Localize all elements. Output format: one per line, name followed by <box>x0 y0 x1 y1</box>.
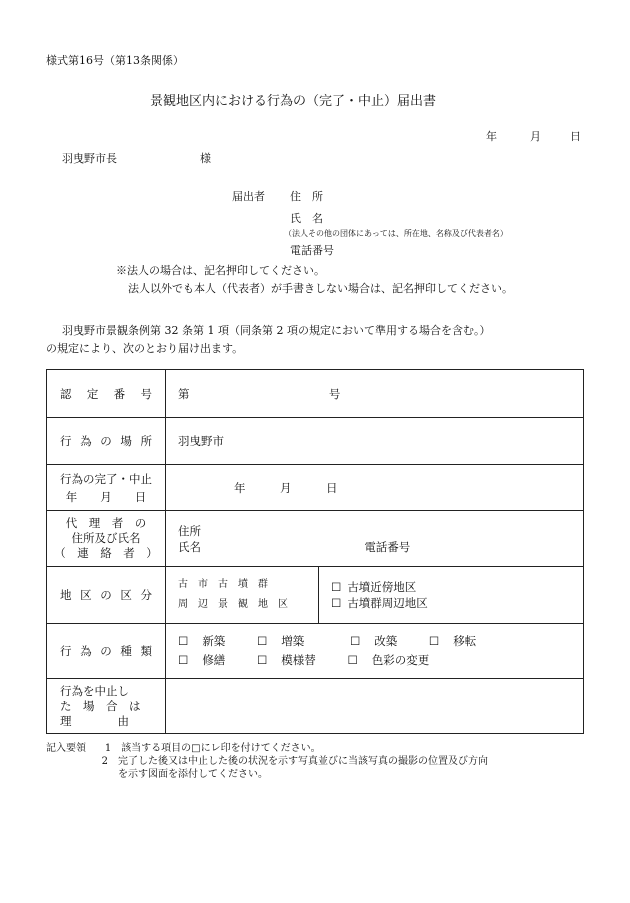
place-label: 行 為 の 場 所 <box>60 434 152 448</box>
reason-label-line1: 行為を中止し <box>60 683 129 698</box>
row-reason <box>47 679 584 734</box>
reason-field[interactable] <box>166 679 584 734</box>
applicant-corp-note: （法人その他の団体にあっては、所在地、名称及び代表者名） <box>284 229 508 238</box>
kind-label: 行 為 の 種 類 <box>60 644 152 658</box>
agent-phone-label: 電話番号 <box>364 539 411 554</box>
cert-number-suffix: 号 <box>328 386 341 401</box>
seal-note-1: ※法人の場合は、記名押印してください。 <box>116 264 325 277</box>
body-text-line-1: 羽曳野市景観条例第 32 条第 1 項（同条第 2 項の規定において準用する場合を含む。） <box>62 324 491 337</box>
agent-label-line2: 住所及び氏名 <box>71 531 141 545</box>
addressee-name: 羽曳野市長 <box>62 152 117 165</box>
row-district <box>47 567 584 624</box>
entry-notes: 記入要領 1 該当する項目の□にレ印を付けてください。 2 完了した後又は中止した後の状況を示す写真並びに当該写真の撮影の位置及び方向 を示す図面を添付してください。 <box>46 743 488 780</box>
page-title: 景観地区内における行為の（完了・中止）届出書 <box>150 94 437 109</box>
reason-label-line2: た 場 合 は <box>60 698 141 713</box>
district-option-shuhen[interactable]: ☐ 古墳群周辺地区 <box>331 596 428 610</box>
district-label: 地 区 の 区 分 <box>60 588 152 602</box>
applicant-address-label: 住 所 <box>290 190 323 203</box>
completion-label-line1: 行為の完了・中止 <box>60 471 152 486</box>
checkbox-icon[interactable]: ☐ <box>331 580 342 594</box>
applicant-name-label: 氏 名 <box>290 212 323 225</box>
kind-field <box>166 624 584 679</box>
district-option-kinjo[interactable]: ☐ 古墳近傍地区 <box>331 580 417 594</box>
reason-label-line3: 理 由 <box>60 713 129 728</box>
checkbox-icon[interactable]: ☐ <box>349 634 361 648</box>
checkbox-icon[interactable]: ☐ <box>178 653 189 667</box>
completion-date-field[interactable]: 年 月 日 <box>166 465 584 511</box>
form-number: 様式第16号（第13条関係） <box>46 54 184 67</box>
body-text-line-2: の規定により、次のとおり届け出ます。 <box>46 342 244 355</box>
place-field[interactable]: 羽曳野市 <box>166 418 584 465</box>
completion-label-line2: 年 月 日 <box>65 489 147 504</box>
applicant-phone-label: 電話番号 <box>290 244 334 257</box>
row-cert-number <box>47 370 584 418</box>
date-year: 年 <box>486 130 497 143</box>
application-table <box>46 369 584 734</box>
cert-number-prefix: 第 <box>178 386 190 401</box>
date-month: 月 <box>530 130 541 143</box>
date-day: 日 <box>570 130 581 143</box>
checkbox-icon[interactable]: ☐ <box>256 653 268 667</box>
district-options <box>319 567 428 623</box>
row-agent <box>47 511 584 567</box>
notes-label: 記入要領 <box>46 743 86 754</box>
note-item-2-cont: を示す図面を添付してください。 <box>118 769 268 780</box>
kind-option-shuzen[interactable]: ☐ 修繕 <box>178 653 226 667</box>
row-kind <box>47 624 584 679</box>
checkbox-icon[interactable]: ☐ <box>428 634 440 648</box>
kind-option-zouchiku[interactable]: ☐ 増築 <box>256 634 305 648</box>
district-group-line1: 古 市 古 墳 群 <box>178 579 268 590</box>
seal-note-2: 法人以外でも本人（代表者）が手書きしない場合は、記名押印してください。 <box>128 282 513 295</box>
note-item-2: 完了した後又は中止した後の状況を示す写真並びに当該写真の撮影の位置及び方向 <box>118 756 488 767</box>
agent-address-label: 住所 <box>178 523 201 538</box>
addressee-honorific: 様 <box>200 152 211 165</box>
agent-name-label: 氏名 <box>178 539 201 554</box>
checkbox-icon[interactable]: ☐ <box>178 634 189 648</box>
kind-option-moyougae[interactable]: ☐ 模様替 <box>256 653 316 667</box>
kind-option-kaichiku[interactable]: ☐ 改築 <box>349 634 398 648</box>
checkbox-icon[interactable]: ☐ <box>256 634 268 648</box>
applicant-label: 届出者 <box>232 190 265 203</box>
kind-option-shikisai[interactable]: ☐ 色彩の変更 <box>347 653 430 667</box>
row-completion-date <box>47 465 584 511</box>
agent-label-line1: 代 理 者 の <box>65 516 147 530</box>
district-group <box>166 567 319 623</box>
checkbox-icon[interactable]: ☐ <box>347 653 358 667</box>
kind-option-shinchiku[interactable]: ☐ 新築 <box>178 634 226 648</box>
agent-field[interactable] <box>166 511 584 567</box>
checkbox-icon[interactable]: ☐ <box>331 596 342 610</box>
district-group-line2: 周 辺 景 観 地 区 <box>178 599 288 610</box>
agent-label-line3: （ 連 絡 者 ） <box>54 546 158 560</box>
cert-number-label: 認 定 番 号 <box>60 386 152 401</box>
note-item-1: 該当する項目の□にレ印を付けてください。 <box>121 743 321 754</box>
kind-option-iten[interactable]: ☐ 移転 <box>428 634 477 648</box>
row-place <box>47 418 584 465</box>
cert-number-field[interactable] <box>166 370 584 418</box>
